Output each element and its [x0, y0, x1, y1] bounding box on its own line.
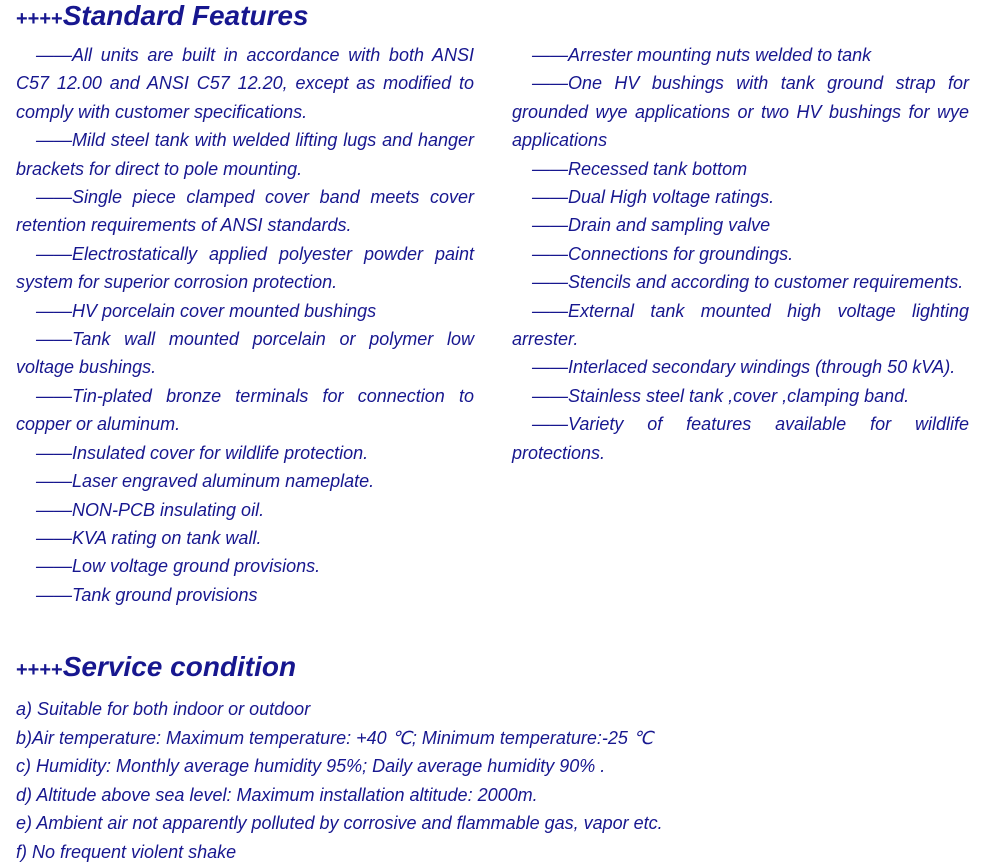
feature-item: ——Dual High voltage ratings. [532, 187, 775, 208]
standard-features-heading [16, 0, 309, 33]
feature-item: ——Tank wall mounted porcelain or polymer low voltage bushings. [16, 329, 474, 378]
feature-item: ——Mild steel tank with welded lifting lugs and hanger brackets for direct to pole mounting. [16, 130, 474, 179]
heading-title: Standard Features [62, 0, 309, 31]
condition-item: a) Suitable for both indoor or outdoor [16, 699, 311, 719]
condition-item: f) No frequent violent shake [16, 841, 237, 862]
feature-item: ——Drain and sampling valve [532, 215, 771, 236]
feature-item: ——External tank mounted high voltage lighting arrester. [512, 300, 969, 350]
service-condition-list [16, 695, 976, 866]
feature-item: ——Variety of features available for wildlife protections. [512, 414, 969, 463]
feature-item: ——Insulated cover for wildlife protection. [36, 442, 369, 463]
heading-prefix: ++++ [16, 8, 63, 30]
feature-item: ——NON-PCB insulating oil. [36, 499, 265, 520]
feature-item: ——Stainless steel tank ,cover ,clamping band. [532, 385, 910, 406]
feature-item: ——Laser engraved aluminum nameplate. [36, 471, 375, 492]
feature-item: ——Arrester mounting nuts welded to tank [532, 45, 872, 65]
feature-item: ——Tin-plated bronze terminals for connection to copper or aluminum. [16, 385, 474, 435]
feature-item: ——Stencils and according to customer requirements. [532, 272, 964, 293]
condition-item: c) Humidity: Monthly average humidity 95%; Daily average humidity 90% . [16, 756, 606, 776]
heading-title: Service condition [62, 651, 297, 682]
service-condition-heading [16, 647, 296, 684]
heading-prefix: ++++ [16, 659, 63, 681]
feature-item: ——Recessed tank bottom [532, 158, 748, 179]
feature-item: ——KVA rating on tank wall. [36, 527, 262, 548]
feature-item: ——Interlaced secondary windings (through 50 kVA). [532, 357, 956, 378]
condition-item: b)Air temperature: Maximum temperature: +40 ℃; Minimum temperature:-25 ℃ [16, 727, 654, 748]
feature-item: ——Single piece clamped cover band meets cover retention requirements of ANSI standards. [16, 187, 474, 236]
feature-item: ——HV porcelain cover mounted bushings [36, 300, 377, 321]
condition-item: e) Ambient air not apparently polluted by corrosive and flammable gas, vapor etc. [16, 813, 663, 833]
features-right-column [512, 41, 969, 467]
feature-item: ——Connections for groundings. [532, 243, 794, 264]
feature-item: ——One HV bushings with tank ground strap for grounded wye applications or two HV bushings for wye applications [512, 73, 969, 151]
features-left-column [16, 41, 474, 609]
condition-item: d) Altitude above sea level: Maximum installation altitude: 2000m. [16, 784, 538, 805]
feature-item: ——Tank ground provisions [36, 584, 258, 605]
feature-item: ——Low voltage ground provisions. [36, 556, 321, 577]
feature-item: ——All units are built in accordance with both ANSI C57 12.00 and ANSI C57 12.20, except as modified to comply with customer specifications. [16, 45, 474, 122]
feature-item: ——Electrostatically applied polyester powder paint system for superior corrosion protection. [16, 243, 474, 293]
